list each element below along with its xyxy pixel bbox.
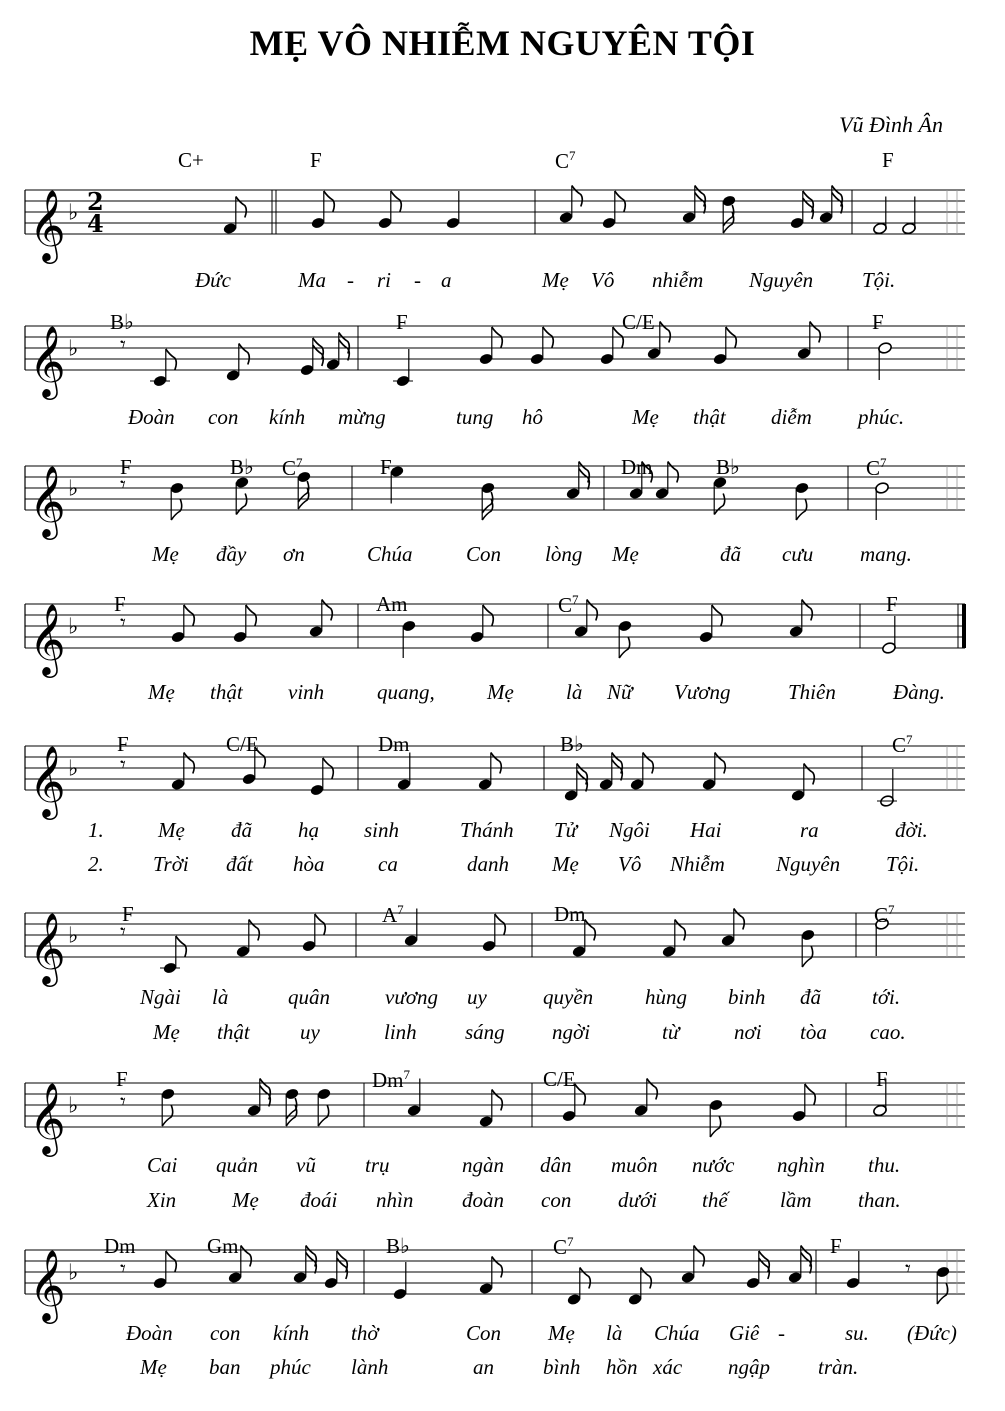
- lyric-syllable: ca: [378, 852, 398, 876]
- note: [655, 462, 679, 500]
- lyric-syllable: Đàng.: [893, 680, 945, 704]
- lyric-syllable: -: [347, 268, 354, 292]
- lyric-syllable: nhìn: [376, 1188, 414, 1212]
- eighth-rest-icon: 𝄾: [120, 1257, 126, 1282]
- note: [702, 753, 726, 791]
- note: [564, 764, 588, 802]
- chord-symbol: B♭: [230, 455, 254, 479]
- lyric-syllable: ri: [377, 268, 392, 292]
- lyric-syllable: Mẹ: [148, 680, 175, 704]
- lyric-syllable: con: [210, 1321, 241, 1345]
- note: [709, 1099, 724, 1137]
- lyric-syllable: đầy: [216, 542, 247, 566]
- chord-symbol: C/E: [543, 1067, 576, 1091]
- note: [713, 327, 737, 365]
- note: [791, 764, 815, 802]
- chord-symbol: F: [876, 1067, 888, 1091]
- lyric-syllable: Cai: [147, 1153, 178, 1177]
- treble-clef-icon: 𝄞: [29, 744, 66, 817]
- note: [599, 753, 623, 791]
- lyric-syllable: uy: [300, 1020, 320, 1044]
- note: [713, 476, 728, 514]
- note: [390, 465, 405, 503]
- lyric-syllable: ngàn: [462, 1153, 504, 1177]
- lyric-syllable: xác: [653, 1355, 683, 1379]
- note: [797, 322, 821, 360]
- note: [479, 1090, 503, 1128]
- note: [699, 605, 723, 643]
- note: [300, 338, 324, 376]
- note: [630, 753, 654, 791]
- lyric-syllable: trụ: [365, 1153, 390, 1177]
- lyric-syllable: Thánh: [460, 818, 514, 842]
- note: [402, 620, 417, 658]
- chord-symbol: F: [117, 732, 129, 756]
- lyric-syllable: là: [566, 680, 583, 704]
- note: [378, 191, 402, 229]
- note: [446, 191, 461, 229]
- chord-symbol: F: [830, 1234, 842, 1258]
- note: [236, 920, 260, 958]
- lyric-syllable: quyền: [543, 985, 594, 1009]
- eighth-rest-icon: 𝄾: [120, 1090, 126, 1115]
- lyric-syllable: hồn: [606, 1355, 638, 1379]
- composer-name: Vũ Đình Ân: [839, 112, 943, 137]
- lyric-syllable: mừng: [338, 405, 386, 429]
- note: [788, 1246, 812, 1284]
- note: [233, 605, 257, 643]
- lyric-syllable: quản: [216, 1153, 258, 1177]
- staff: [0, 150, 1005, 290]
- staff: [0, 426, 1005, 566]
- lyric-syllable: đời.: [895, 818, 928, 842]
- lyric-syllable: là: [606, 1321, 623, 1345]
- note: [285, 1088, 300, 1126]
- note: [819, 186, 843, 224]
- lyric-syllable: Thiên: [788, 680, 836, 704]
- note: [600, 327, 624, 365]
- lyric-syllable: Vương: [674, 680, 731, 704]
- note: [682, 186, 706, 224]
- lyric-syllable: thật: [210, 680, 243, 704]
- lyric-syllable: kính: [273, 1321, 310, 1345]
- treble-clef-icon: 𝄞: [29, 188, 66, 261]
- note: [792, 1084, 816, 1122]
- note: [567, 1268, 591, 1306]
- lyric-syllable: cưu: [782, 542, 814, 566]
- lyric-syllable: Nguyên: [749, 268, 814, 292]
- note: [479, 1257, 503, 1295]
- note: [160, 936, 186, 974]
- final-barline: [962, 604, 966, 648]
- note: [404, 909, 419, 947]
- lyric-syllable: Mẹ: [548, 1321, 575, 1345]
- chord-symbol: $C^7$: [874, 902, 895, 927]
- chord-symbol: $C^7$: [892, 732, 913, 757]
- key-signature-flat-icon: ♭: [68, 1093, 79, 1119]
- note: [662, 920, 686, 958]
- lyric-syllable: Nữ: [607, 680, 633, 704]
- lyric-syllable: Ngài: [140, 985, 181, 1009]
- lyric-syllable: Chúa: [367, 542, 413, 566]
- lyric-syllable: danh: [467, 852, 509, 876]
- note: [530, 327, 554, 365]
- note: [936, 1266, 951, 1304]
- chord-symbol: F: [120, 455, 132, 479]
- lyric-syllable: Ma: [298, 268, 326, 292]
- note: [846, 1251, 861, 1289]
- lyric-syllable: Đức: [195, 268, 231, 292]
- lyric-syllable: diễm: [771, 405, 812, 429]
- chord-symbol: F: [122, 902, 134, 926]
- chord-symbol: Dm: [104, 1234, 136, 1258]
- note: [478, 753, 502, 791]
- chord-symbol: F: [396, 310, 408, 334]
- lyric-syllable: tới.: [872, 985, 901, 1009]
- note: [878, 342, 893, 380]
- note: [721, 909, 745, 947]
- lyric-syllable: binh: [728, 985, 766, 1009]
- lyric-syllable: 2.: [88, 852, 104, 876]
- lyric-syllable: hòa: [293, 852, 325, 876]
- lyric-syllable: con: [208, 405, 239, 429]
- lyric-syllable: uy: [467, 985, 487, 1009]
- lyric-syllable: là: [212, 985, 229, 1009]
- lyric-syllable: Vô: [618, 852, 642, 876]
- note: [634, 1079, 658, 1117]
- lyric-syllable: Hai: [690, 818, 722, 842]
- lyric-syllable: sinh: [364, 818, 400, 842]
- eighth-rest-icon: 𝄾: [120, 920, 126, 945]
- note: [566, 462, 590, 500]
- treble-clef-icon: 𝄞: [29, 1081, 66, 1154]
- lyric-syllable: a: [441, 268, 452, 292]
- lyric-syllable: -: [414, 268, 421, 292]
- chord-symbol: Am: [376, 592, 408, 616]
- chord-symbol: C/E: [622, 310, 655, 334]
- note: [628, 1268, 652, 1306]
- lyric-syllable: -: [778, 1321, 785, 1345]
- lyric-syllable: Mẹ: [152, 542, 179, 566]
- lyric-syllable: thờ: [351, 1321, 379, 1345]
- note: [746, 1251, 770, 1289]
- lyric-syllable: Mẹ: [552, 852, 579, 876]
- lyric-syllable: nghìn: [777, 1153, 825, 1177]
- lyric-syllable: Ngôi: [609, 818, 650, 842]
- lyric-syllable: cao.: [870, 1020, 906, 1044]
- note: [470, 605, 494, 643]
- lyric-syllable: con: [541, 1188, 572, 1212]
- treble-clef-icon: 𝄞: [29, 464, 66, 537]
- lyric-syllable: mang.: [860, 542, 912, 566]
- chord-symbol: Gm: [207, 1234, 239, 1258]
- lyric-syllable: tung: [456, 405, 494, 429]
- eighth-rest-icon: 𝄾: [120, 753, 126, 778]
- note: [882, 616, 897, 654]
- lyric-syllable: lầm: [780, 1188, 812, 1212]
- key-signature-flat-icon: ♭: [68, 200, 79, 226]
- chord-symbol: F: [310, 148, 322, 172]
- lyric-syllable: linh: [384, 1020, 417, 1044]
- song-title: MẸ VÔ NHIỄM NGUYÊN TỘI: [249, 23, 756, 63]
- lyric-syllable: Đoàn: [126, 1321, 173, 1345]
- note: [681, 1246, 705, 1284]
- lyric-syllable: vinh: [288, 680, 325, 704]
- treble-clef-icon: 𝄞: [29, 324, 66, 397]
- note: [795, 482, 810, 520]
- lyric-syllable: lành: [351, 1355, 389, 1379]
- note: [235, 476, 250, 514]
- chord-symbol: B♭: [110, 310, 134, 334]
- lyric-syllable: hô: [522, 405, 543, 429]
- lyric-syllable: Xin: [147, 1188, 177, 1212]
- note: [302, 914, 326, 952]
- lyric-syllable: nước: [692, 1153, 735, 1177]
- chord-symbol: F: [872, 310, 884, 334]
- chord-symbol: B♭: [386, 1234, 410, 1258]
- lyric-syllable: đoái: [300, 1188, 338, 1212]
- note: [311, 191, 335, 229]
- time-signature: 2: [87, 187, 104, 216]
- lyric-syllable: hùng: [645, 985, 687, 1009]
- note: [482, 914, 506, 952]
- lyric-syllable: ban: [209, 1355, 241, 1379]
- note: [153, 1251, 177, 1289]
- lyric-syllable: thế: [702, 1188, 728, 1212]
- lyric-syllable: thu.: [868, 1153, 901, 1177]
- chord-symbol: Dm: [378, 732, 410, 756]
- chord-symbol: F: [114, 592, 126, 616]
- chord-symbol: $C^7$: [553, 1234, 574, 1259]
- lyric-syllable: Mẹ: [232, 1188, 259, 1212]
- note: [618, 620, 633, 658]
- lyric-syllable: ơn: [283, 542, 305, 566]
- chord-symbol: Dm: [554, 902, 586, 926]
- lyric-syllable: Mẹ: [612, 542, 639, 566]
- note: [393, 1262, 408, 1300]
- note: [902, 197, 917, 235]
- note: [789, 600, 813, 638]
- note: [479, 327, 503, 365]
- lyric-syllable: kính: [269, 405, 306, 429]
- note: [171, 753, 195, 791]
- lyric-syllable: su.: [845, 1321, 869, 1345]
- lyric-syllable: lòng: [545, 542, 583, 566]
- note: [317, 1088, 332, 1126]
- note: [790, 191, 814, 229]
- note: [877, 769, 897, 807]
- note: [722, 195, 737, 233]
- lyric-syllable: vũ: [296, 1153, 316, 1177]
- lyric-syllable: (Đức): [907, 1321, 957, 1345]
- note: [559, 186, 583, 224]
- lyric-syllable: 1.: [88, 818, 104, 842]
- chord-symbol: Dm$^7$: [372, 1067, 410, 1092]
- lyric-syllable: nhiễm: [652, 268, 704, 292]
- note: [293, 1246, 317, 1284]
- chord-symbol: $A^7$: [382, 902, 404, 927]
- lyric-syllable: Nguyên: [776, 852, 841, 876]
- lyric-syllable: Trời: [153, 852, 189, 876]
- note: [602, 191, 626, 229]
- chord-symbol: F: [116, 1067, 128, 1091]
- chord-symbol: F: [882, 148, 894, 172]
- lyric-syllable: ra: [800, 818, 819, 842]
- lyric-syllable: thật: [217, 1020, 250, 1044]
- note: [226, 344, 250, 382]
- chord-symbol: Dm: [621, 455, 653, 479]
- chord-symbol: F: [886, 592, 898, 616]
- key-signature-flat-icon: ♭: [68, 1260, 79, 1286]
- note: [326, 333, 350, 371]
- lyric-syllable: đất: [226, 852, 253, 876]
- lyric-syllable: Mẹ: [153, 1020, 180, 1044]
- lyric-syllable: đã: [231, 818, 252, 842]
- eighth-rest-icon: 𝄾: [120, 333, 126, 358]
- lyric-syllable: ngập: [728, 1355, 770, 1379]
- lyric-syllable: Con: [466, 542, 502, 566]
- lyric-syllable: thật: [693, 405, 726, 429]
- lyric-syllable: phúc: [270, 1355, 311, 1379]
- lyric-syllable: dân: [540, 1153, 572, 1177]
- chord-symbol: $C^7$: [866, 455, 887, 480]
- lyric-syllable: nơi: [734, 1020, 762, 1044]
- lyric-syllable: Giê: [729, 1321, 760, 1345]
- lyric-syllable: an: [473, 1355, 494, 1379]
- note: [161, 1088, 176, 1126]
- key-signature-flat-icon: ♭: [68, 923, 79, 949]
- chord-symbol: $C^7$: [282, 455, 303, 480]
- lyric-syllable: từ: [662, 1020, 680, 1044]
- lyric-syllable: Đoàn: [128, 405, 175, 429]
- lyric-syllable: Mẹ: [140, 1355, 167, 1379]
- lyric-syllable: sáng: [465, 1020, 505, 1044]
- note: [247, 1079, 271, 1117]
- lyric-syllable: đã: [720, 542, 741, 566]
- note: [150, 349, 176, 387]
- lyric-syllable: Tội.: [886, 852, 920, 876]
- lyric-syllable: Mẹ: [542, 268, 569, 292]
- lyric-syllable: đã: [800, 985, 821, 1009]
- note: [324, 1251, 348, 1289]
- note: [873, 197, 888, 235]
- note: [393, 349, 413, 387]
- lyric-syllable: tràn.: [818, 1355, 859, 1379]
- lyric-syllable: bình: [543, 1355, 581, 1379]
- lyric-syllable: Mẹ: [632, 405, 659, 429]
- key-signature-flat-icon: ♭: [68, 336, 79, 362]
- time-signature: 4: [87, 209, 104, 238]
- note: [223, 197, 247, 235]
- key-signature-flat-icon: ♭: [68, 756, 79, 782]
- lyric-syllable: Mẹ: [487, 680, 514, 704]
- chord-symbol: $C^7$: [555, 148, 576, 173]
- lyric-syllable: muôn: [611, 1153, 658, 1177]
- note: [801, 929, 816, 967]
- lyric-syllable: Chúa: [654, 1321, 700, 1345]
- note: [397, 753, 412, 791]
- lyric-syllable: than.: [858, 1188, 901, 1212]
- key-signature-flat-icon: ♭: [68, 614, 79, 640]
- lyric-syllable: quang,: [377, 680, 435, 704]
- treble-clef-icon: 𝄞: [29, 1248, 66, 1321]
- chord-symbol: B♭: [560, 732, 584, 756]
- lyric-syllable: tòa: [800, 1020, 827, 1044]
- lyric-syllable: Mẹ: [158, 818, 185, 842]
- lyric-syllable: vương: [385, 985, 438, 1009]
- chord-symbol: B♭: [716, 455, 740, 479]
- lyric-syllable: Vô: [591, 268, 615, 292]
- lyric-syllable: Tử: [554, 818, 578, 842]
- note: [309, 600, 333, 638]
- lyric-syllable: quân: [288, 985, 330, 1009]
- eighth-rest-icon: 𝄾: [120, 473, 126, 498]
- eighth-rest-icon: 𝄾: [905, 1257, 911, 1282]
- chord-symbol: $C^7$: [558, 592, 579, 617]
- chord-symbol: C/E: [226, 732, 259, 756]
- lyric-syllable: Nhiễm: [670, 852, 725, 876]
- treble-clef-icon: 𝄞: [29, 602, 66, 675]
- chord-symbol: F: [380, 455, 392, 479]
- key-signature-flat-icon: ♭: [68, 476, 79, 502]
- lyric-syllable: dưới: [618, 1188, 657, 1212]
- lyric-syllable: Con: [466, 1321, 502, 1345]
- lyric-syllable: đoàn: [462, 1188, 504, 1212]
- note: [310, 758, 334, 796]
- chord-symbol: C+: [178, 148, 204, 172]
- note: [170, 482, 185, 520]
- eighth-rest-icon: 𝄾: [120, 611, 126, 636]
- note: [875, 482, 890, 520]
- lyric-syllable: Tội.: [862, 268, 896, 292]
- note: [481, 482, 496, 520]
- treble-clef-icon: 𝄞: [29, 911, 66, 984]
- lyric-syllable: hạ: [298, 818, 319, 842]
- lyric-syllable: ngời: [552, 1020, 591, 1044]
- note: [171, 605, 195, 643]
- lyric-syllable: phúc.: [858, 405, 905, 429]
